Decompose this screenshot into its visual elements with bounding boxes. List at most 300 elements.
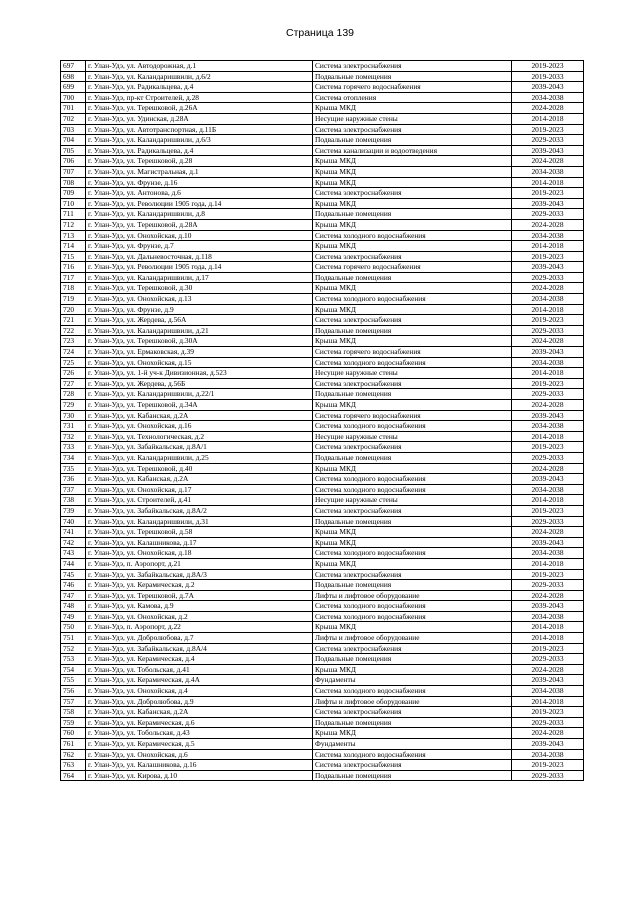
table-row	[61, 717, 584, 728]
table-row	[61, 622, 584, 633]
address-cell: г. Улан-Удэ, ул. Забайкальская, д.8А/4	[86, 643, 313, 654]
period-cell: 2019-2023	[512, 569, 584, 580]
period-cell: 2019-2023	[512, 61, 584, 72]
table-row	[61, 336, 584, 347]
row-number: 752	[61, 643, 86, 654]
address-cell: г. Улан-Удэ, ул. Онохойская, д.13	[86, 294, 313, 305]
table-row	[61, 92, 584, 103]
table-row	[61, 166, 584, 177]
row-number: 700	[61, 92, 86, 103]
system-cell: Система холодного водоснабжения	[313, 548, 512, 559]
row-number: 733	[61, 442, 86, 453]
row-number: 709	[61, 188, 86, 199]
table-row	[61, 145, 584, 156]
system-cell: Подвальные помещения	[313, 272, 512, 283]
table-row	[61, 357, 584, 368]
address-cell: г. Улан-Удэ, ул. Кабанская, д.2А	[86, 707, 313, 718]
table-row	[61, 505, 584, 516]
table-row	[61, 389, 584, 400]
address-cell: г. Улан-Удэ, ул. Магистральная, д.1	[86, 166, 313, 177]
row-number: 735	[61, 463, 86, 474]
address-cell: г. Улан-Удэ, ул. Каландаришвили, д.31	[86, 516, 313, 527]
period-cell: 2034-2038	[512, 686, 584, 697]
address-cell: г. Улан-Удэ, ул. Онохойская, д.4	[86, 686, 313, 697]
table-row	[61, 527, 584, 538]
row-number: 753	[61, 654, 86, 665]
address-cell: г. Улан-Удэ, ул. Терешковой, д.7А	[86, 590, 313, 601]
row-number: 755	[61, 675, 86, 686]
table-row	[61, 135, 584, 146]
period-cell: 2019-2023	[512, 505, 584, 516]
address-cell: г. Улан-Удэ, ул. Онохойская, д.15	[86, 357, 313, 368]
row-number: 761	[61, 739, 86, 750]
table-row	[61, 707, 584, 718]
system-cell: Лифты и лифтовое оборудование	[313, 633, 512, 644]
period-cell: 2029-2033	[512, 516, 584, 527]
address-cell: г. Улан-Удэ, ул. Каландаришвили, д.22/1	[86, 389, 313, 400]
system-cell: Система холодного водоснабжения	[313, 357, 512, 368]
table-row	[61, 61, 584, 72]
period-cell: 2014-2018	[512, 241, 584, 252]
table-row	[61, 452, 584, 463]
table-row	[61, 272, 584, 283]
table-row	[61, 103, 584, 114]
system-cell: Несущие наружные стены	[313, 495, 512, 506]
period-cell: 2029-2033	[512, 580, 584, 591]
address-cell: г. Улан-Удэ, ул. Каландаришвили, д.25	[86, 452, 313, 463]
system-cell: Крыша МКД	[313, 198, 512, 209]
period-cell: 2024-2028	[512, 103, 584, 114]
table-row	[61, 728, 584, 739]
system-cell: Крыша МКД	[313, 622, 512, 633]
table-row	[61, 696, 584, 707]
table-row	[61, 760, 584, 771]
period-cell: 2034-2038	[512, 294, 584, 305]
table-row	[61, 484, 584, 495]
row-number: 745	[61, 569, 86, 580]
system-cell: Система электроснабжения	[313, 61, 512, 72]
row-number: 737	[61, 484, 86, 495]
table-row	[61, 304, 584, 315]
table-row	[61, 368, 584, 379]
system-cell: Крыша МКД	[313, 166, 512, 177]
table-row	[61, 400, 584, 411]
system-cell: Подвальные помещения	[313, 580, 512, 591]
address-cell: г. Улан-Удэ, ул. Камова, д.9	[86, 601, 313, 612]
address-cell: г. Улан-Удэ, ул. Забайкальская, д.8А/2	[86, 505, 313, 516]
system-cell: Система холодного водоснабжения	[313, 474, 512, 485]
period-cell: 2024-2028	[512, 527, 584, 538]
address-cell: г. Улан-Удэ, ул. Терешковой, д.30	[86, 283, 313, 294]
row-number: 724	[61, 347, 86, 358]
address-cell: г. Улан-Удэ, ул. Радикальцева, д.4	[86, 145, 313, 156]
address-cell: г. Улан-Удэ, ул. Жердева, д.56А	[86, 315, 313, 326]
address-cell: г. Улан-Удэ, ул. Кабанская, д.2А	[86, 410, 313, 421]
row-number: 728	[61, 389, 86, 400]
row-number: 743	[61, 548, 86, 559]
table-row	[61, 474, 584, 485]
row-number: 730	[61, 410, 86, 421]
address-cell: г. Улан-Удэ, ул. Добролюбова, д.9	[86, 696, 313, 707]
system-cell: Несущие наружные стены	[313, 113, 512, 124]
system-cell: Крыша МКД	[313, 156, 512, 167]
address-cell: г. Улан-Удэ, ул. Терешковой, д.26А	[86, 103, 313, 114]
system-cell: Система холодного водоснабжения	[313, 421, 512, 432]
row-number: 704	[61, 135, 86, 146]
row-number: 756	[61, 686, 86, 697]
table-row	[61, 495, 584, 506]
address-cell: г. Улан-Удэ, ул. Тобольская, д.41	[86, 664, 313, 675]
system-cell: Крыша МКД	[313, 527, 512, 538]
address-cell: г. Улан-Удэ, ул. Забайкальская, д.8А/1	[86, 442, 313, 453]
row-number: 717	[61, 272, 86, 283]
table-row	[61, 548, 584, 559]
row-number: 727	[61, 378, 86, 389]
period-cell: 2039-2043	[512, 347, 584, 358]
system-cell: Система холодного водоснабжения	[313, 749, 512, 760]
table-row	[61, 654, 584, 665]
system-cell: Фундаменты	[313, 739, 512, 750]
table-row	[61, 315, 584, 326]
address-cell: г. Улан-Удэ, п. Аэропорт, д.21	[86, 558, 313, 569]
system-cell: Крыша МКД	[313, 177, 512, 188]
table-row	[61, 601, 584, 612]
table-row	[61, 537, 584, 548]
system-cell: Система электроснабжения	[313, 251, 512, 262]
system-cell: Система холодного водоснабжения	[313, 230, 512, 241]
period-cell: 2029-2033	[512, 389, 584, 400]
period-cell: 2019-2023	[512, 378, 584, 389]
row-number: 742	[61, 537, 86, 548]
table-row	[61, 177, 584, 188]
address-cell: г. Улан-Удэ, ул. Фрунзе, д.9	[86, 304, 313, 315]
system-cell: Крыша МКД	[313, 241, 512, 252]
period-cell: 2014-2018	[512, 495, 584, 506]
address-cell: г. Улан-Удэ, ул. Онохойская, д.16	[86, 421, 313, 432]
system-cell: Система электроснабжения	[313, 760, 512, 771]
row-number: 746	[61, 580, 86, 591]
period-cell: 2024-2028	[512, 664, 584, 675]
system-cell: Система отопления	[313, 92, 512, 103]
row-number: 706	[61, 156, 86, 167]
period-cell: 2039-2043	[512, 537, 584, 548]
address-cell: г. Улан-Удэ, ул. Добролюбова, д.7	[86, 633, 313, 644]
period-cell: 2039-2043	[512, 262, 584, 273]
period-cell: 2029-2033	[512, 770, 584, 781]
system-cell: Система холодного водоснабжения	[313, 484, 512, 495]
table-row	[61, 241, 584, 252]
table-row	[61, 580, 584, 591]
row-number: 749	[61, 611, 86, 622]
row-number: 699	[61, 82, 86, 93]
table-row	[61, 739, 584, 750]
address-cell: г. Улан-Удэ, ул. Каландаришвили, д.17	[86, 272, 313, 283]
period-cell: 2029-2033	[512, 272, 584, 283]
address-cell: г. Улан-Удэ, ул. Онохойская, д.17	[86, 484, 313, 495]
period-cell: 2029-2033	[512, 209, 584, 220]
row-number: 747	[61, 590, 86, 601]
system-cell: Система холодного водоснабжения	[313, 611, 512, 622]
period-cell: 2014-2018	[512, 633, 584, 644]
address-cell: г. Улан-Удэ, ул. Автодорожная, д.1	[86, 61, 313, 72]
table-row	[61, 643, 584, 654]
system-cell: Подвальные помещения	[313, 135, 512, 146]
system-cell: Крыша МКД	[313, 537, 512, 548]
period-cell: 2029-2033	[512, 135, 584, 146]
row-number: 711	[61, 209, 86, 220]
system-cell: Подвальные помещения	[313, 389, 512, 400]
address-cell: г. Улан-Удэ, ул. Технологическая, д.2	[86, 431, 313, 442]
system-cell: Подвальные помещения	[313, 452, 512, 463]
address-cell: г. Улан-Удэ, пр-кт Строителей, д.28	[86, 92, 313, 103]
address-cell: г. Улан-Удэ, ул. Кабанская, д.2А	[86, 474, 313, 485]
address-cell: г. Улан-Удэ, ул. Терешковой, д.58	[86, 527, 313, 538]
row-number: 716	[61, 262, 86, 273]
system-cell: Подвальные помещения	[313, 209, 512, 220]
table-row	[61, 347, 584, 358]
period-cell: 2029-2033	[512, 452, 584, 463]
address-cell: г. Улан-Удэ, ул. Забайкальская, д.8А/3	[86, 569, 313, 580]
period-cell: 2014-2018	[512, 304, 584, 315]
address-cell: г. Улан-Удэ, ул. Дальневосточная, д.118	[86, 251, 313, 262]
period-cell: 2034-2038	[512, 166, 584, 177]
row-number: 751	[61, 633, 86, 644]
period-cell: 2024-2028	[512, 283, 584, 294]
table-row	[61, 633, 584, 644]
period-cell: 2029-2033	[512, 654, 584, 665]
row-number: 757	[61, 696, 86, 707]
period-cell: 2019-2023	[512, 251, 584, 262]
row-number: 731	[61, 421, 86, 432]
table-row	[61, 770, 584, 781]
period-cell: 2019-2023	[512, 188, 584, 199]
system-cell: Система канализации и водоотведения	[313, 145, 512, 156]
system-cell: Подвальные помещения	[313, 516, 512, 527]
row-number: 722	[61, 325, 86, 336]
system-cell: Подвальные помещения	[313, 71, 512, 82]
address-cell: г. Улан-Удэ, ул. Керамическая, д.6	[86, 717, 313, 728]
system-cell: Система горячего водоснабжения	[313, 347, 512, 358]
address-cell: г. Улан-Удэ, ул. Каландаришвили, д.21	[86, 325, 313, 336]
address-cell: г. Улан-Удэ, ул. Терешковой, д.28А	[86, 219, 313, 230]
system-cell: Система электроснабжения	[313, 707, 512, 718]
address-cell: г. Улан-Удэ, ул. Керамическая, д.4	[86, 654, 313, 665]
system-cell: Крыша МКД	[313, 103, 512, 114]
row-number: 708	[61, 177, 86, 188]
row-number: 734	[61, 452, 86, 463]
row-number: 763	[61, 760, 86, 771]
system-cell: Фундаменты	[313, 675, 512, 686]
row-number: 759	[61, 717, 86, 728]
table-row	[61, 558, 584, 569]
row-number: 713	[61, 230, 86, 241]
period-cell: 2014-2018	[512, 622, 584, 633]
row-number: 732	[61, 431, 86, 442]
period-cell: 2029-2033	[512, 325, 584, 336]
system-cell: Крыша МКД	[313, 400, 512, 411]
address-cell: г. Улан-Удэ, ул. Жердева, д.56Б	[86, 378, 313, 389]
table-row	[61, 188, 584, 199]
address-cell: г. Улан-Удэ, п. Аэропорт, д.22	[86, 622, 313, 633]
table-row	[61, 516, 584, 527]
table-row	[61, 219, 584, 230]
table-row	[61, 410, 584, 421]
period-cell: 2014-2018	[512, 558, 584, 569]
address-cell: г. Улан-Удэ, ул. Строителей, д.41	[86, 495, 313, 506]
table-row	[61, 294, 584, 305]
address-cell: г. Улан-Удэ, ул. Керамическая, д.5	[86, 739, 313, 750]
system-cell: Подвальные помещения	[313, 654, 512, 665]
period-cell: 2034-2038	[512, 548, 584, 559]
system-cell: Крыша МКД	[313, 336, 512, 347]
address-cell: г. Улан-Удэ, ул. Терешковой, д.30А	[86, 336, 313, 347]
table-row	[61, 590, 584, 601]
period-cell: 2034-2038	[512, 230, 584, 241]
period-cell: 2024-2028	[512, 463, 584, 474]
row-number: 705	[61, 145, 86, 156]
repair-schedule-table	[60, 60, 584, 781]
system-cell: Система электроснабжения	[313, 188, 512, 199]
period-cell: 2019-2023	[512, 643, 584, 654]
system-cell: Система холодного водоснабжения	[313, 686, 512, 697]
period-cell: 2039-2043	[512, 675, 584, 686]
address-cell: г. Улан-Удэ, ул. Кирова, д.10	[86, 770, 313, 781]
address-cell: г. Улан-Удэ, ул. Каландаришвили, д.6/2	[86, 71, 313, 82]
period-cell: 2024-2028	[512, 728, 584, 739]
period-cell: 2024-2028	[512, 336, 584, 347]
address-cell: г. Улан-Удэ, ул. Фрунзе, д.16	[86, 177, 313, 188]
system-cell: Система холодного водоснабжения	[313, 294, 512, 305]
system-cell: Система электроснабжения	[313, 378, 512, 389]
row-number: 712	[61, 219, 86, 230]
table-row	[61, 198, 584, 209]
address-cell: г. Улан-Удэ, ул. Удинская, д.28А	[86, 113, 313, 124]
system-cell: Крыша МКД	[313, 558, 512, 569]
address-cell: г. Улан-Удэ, ул. Антонова, д.6	[86, 188, 313, 199]
row-number: 698	[61, 71, 86, 82]
period-cell: 2034-2038	[512, 92, 584, 103]
period-cell: 2014-2018	[512, 113, 584, 124]
system-cell: Крыша МКД	[313, 283, 512, 294]
table-row	[61, 569, 584, 580]
table-row	[61, 686, 584, 697]
period-cell: 2034-2038	[512, 749, 584, 760]
table-row	[61, 463, 584, 474]
table-row	[61, 209, 584, 220]
period-cell: 2019-2023	[512, 442, 584, 453]
table-row	[61, 611, 584, 622]
address-cell: г. Улан-Удэ, ул. Терешковой, д.34А	[86, 400, 313, 411]
row-number: 720	[61, 304, 86, 315]
system-cell: Лифты и лифтовое оборудование	[313, 590, 512, 601]
address-cell: г. Улан-Удэ, ул. 1-й уч-к Дивизионная, д.523	[86, 368, 313, 379]
table-row	[61, 283, 584, 294]
period-cell: 2014-2018	[512, 368, 584, 379]
address-cell: г. Улан-Удэ, ул. Радикальцева, д.4	[86, 82, 313, 93]
system-cell: Система электроснабжения	[313, 569, 512, 580]
period-cell: 2039-2043	[512, 410, 584, 421]
system-cell: Крыша МКД	[313, 304, 512, 315]
table-row	[61, 749, 584, 760]
system-cell: Система горячего водоснабжения	[313, 410, 512, 421]
address-cell: г. Улан-Удэ, ул. Керамическая, д.4А	[86, 675, 313, 686]
row-number: 719	[61, 294, 86, 305]
address-cell: г. Улан-Удэ, ул. Фрунзе, д.7	[86, 241, 313, 252]
address-cell: г. Улан-Удэ, ул. Терешковой, д.40	[86, 463, 313, 474]
period-cell: 2019-2023	[512, 707, 584, 718]
system-cell: Система электроснабжения	[313, 315, 512, 326]
table-row	[61, 71, 584, 82]
period-cell: 2019-2023	[512, 315, 584, 326]
system-cell: Система электроснабжения	[313, 505, 512, 516]
period-cell: 2019-2023	[512, 760, 584, 771]
row-number: 707	[61, 166, 86, 177]
period-cell: 2039-2043	[512, 198, 584, 209]
system-cell: Крыша МКД	[313, 664, 512, 675]
period-cell: 2019-2033	[512, 71, 584, 82]
address-cell: г. Улан-Удэ, ул. Онохойская, д.2	[86, 611, 313, 622]
row-number: 715	[61, 251, 86, 262]
row-number: 726	[61, 368, 86, 379]
address-cell: г. Улан-Удэ, ул. Калашникова, д.17	[86, 537, 313, 548]
table-row	[61, 262, 584, 273]
row-number: 748	[61, 601, 86, 612]
period-cell: 2034-2038	[512, 484, 584, 495]
row-number: 740	[61, 516, 86, 527]
period-cell: 2039-2043	[512, 739, 584, 750]
period-cell: 2024-2028	[512, 156, 584, 167]
row-number: 744	[61, 558, 86, 569]
period-cell: 2014-2018	[512, 431, 584, 442]
system-cell: Система электроснабжения	[313, 643, 512, 654]
system-cell: Подвальные помещения	[313, 770, 512, 781]
address-cell: г. Улан-Удэ, ул. Революции 1905 года, д.14	[86, 198, 313, 209]
address-cell: г. Улан-Удэ, ул. Терешковой, д.28	[86, 156, 313, 167]
table-row	[61, 675, 584, 686]
period-cell: 2039-2043	[512, 145, 584, 156]
system-cell: Несущие наружные стены	[313, 431, 512, 442]
system-cell: Система холодного водоснабжения	[313, 601, 512, 612]
row-number: 739	[61, 505, 86, 516]
period-cell: 2024-2028	[512, 219, 584, 230]
row-number: 701	[61, 103, 86, 114]
period-cell: 2039-2043	[512, 601, 584, 612]
address-cell: г. Улан-Удэ, ул. Тобольская, д.43	[86, 728, 313, 739]
period-cell: 2034-2038	[512, 421, 584, 432]
system-cell: Лифты и лифтовое оборудование	[313, 696, 512, 707]
row-number: 738	[61, 495, 86, 506]
table-row	[61, 421, 584, 432]
row-number: 736	[61, 474, 86, 485]
row-number: 703	[61, 124, 86, 135]
table-row	[61, 156, 584, 167]
table-row	[61, 325, 584, 336]
row-number: 702	[61, 113, 86, 124]
row-number: 741	[61, 527, 86, 538]
table-row	[61, 251, 584, 262]
system-cell: Крыша МКД	[313, 463, 512, 474]
row-number: 750	[61, 622, 86, 633]
period-cell: 2024-2028	[512, 590, 584, 601]
address-cell: г. Улан-Удэ, ул. Керамическая, д.2	[86, 580, 313, 591]
table-row	[61, 378, 584, 389]
period-cell: 2014-2018	[512, 177, 584, 188]
system-cell: Крыша МКД	[313, 219, 512, 230]
row-number: 764	[61, 770, 86, 781]
system-cell: Подвальные помещения	[313, 325, 512, 336]
row-number: 710	[61, 198, 86, 209]
system-cell: Система горячего водоснабжения	[313, 82, 512, 93]
